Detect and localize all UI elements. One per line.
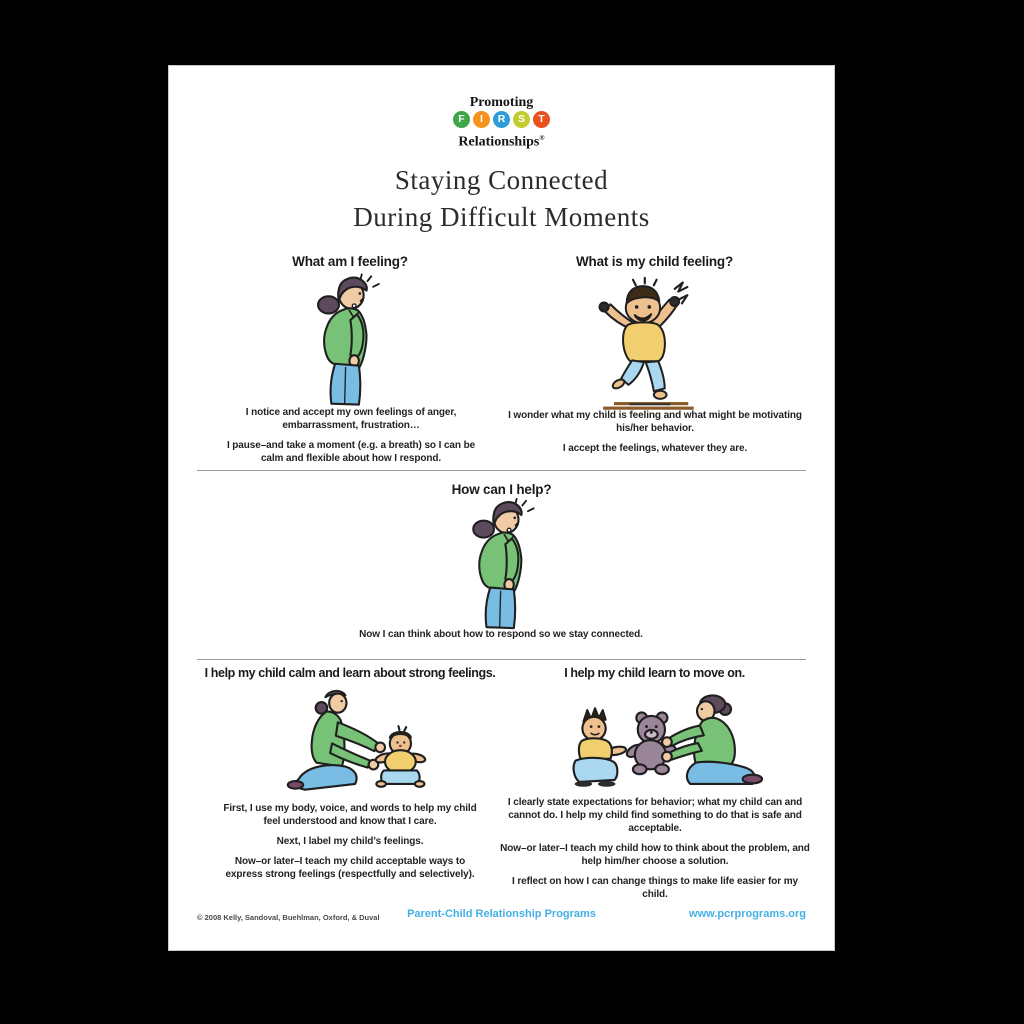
logo-promoting-text: Promoting [469,95,534,110]
program-name-text: Parent-Child Relationship Programs [407,908,596,920]
heading-what-is-my-child-feeling: What is my child feeling? [575,254,734,269]
heading-calm-and-learn: I help my child calm and learn about strong feelings. [204,666,496,680]
body-paragraph: Now–or later–I teach my child how to think about the problem, and help him/her choose a solution. [500,843,810,867]
logo-letter-dot-r: R [493,111,510,128]
body-paragraph: I accept the feelings, whatever they are. [562,443,748,454]
body-paragraph: I wonder what my child is feeling and what might be motivating his/her behavior. [508,410,802,434]
section-divider [197,470,806,471]
child-tantrum-illustration [585,278,710,412]
text-how-can-i-help [351,628,651,648]
body-paragraph: First, I use my body, voice, and words to help my child feel understood and know that I care. [223,803,477,827]
page-title-line1: Staying Connected [394,165,609,195]
logo-relationships-text: Relationships® [458,134,545,150]
logo-first-dots [169,111,834,130]
parent-reflecting-illustration [455,498,550,630]
body-paragraph: I reflect on how I can change things to make life easier for my child. [511,876,798,900]
copyright-text: © 2008 Kelly, Sandoval, Buehlman, Oxford, & Duval [197,913,380,922]
website-link[interactable]: www.pcrprograms.org [689,908,806,920]
parent-reflecting-illustration [300,272,395,408]
heading-what-am-i-feeling: What am I feeling? [292,254,408,269]
logo-letter-dot-t: T [533,111,550,128]
logo-letter-dot-i: I [473,111,490,128]
parent-figure [662,695,762,783]
parent-figure [288,691,385,790]
page-title [169,162,834,236]
page-footer [197,908,806,928]
body-paragraph: Next, I label my child’s feelings. [276,836,424,847]
pfr-logo [169,95,834,150]
text-what-am-i-feeling [225,406,477,472]
body-paragraph: Now I can think about how to respond so we stay connected. [359,629,643,640]
body-paragraph: I pause–and take a moment (e.g. a breath) so I can be calm and flexible about how I respond. [226,440,476,464]
section-divider [197,659,806,660]
heading-learn-to-move-on: I help my child learn to move on. [564,666,745,680]
parent-comforting-baby-illustration [282,686,436,800]
text-what-is-my-child-feeling [505,409,805,462]
text-learn-to-move-on [499,796,811,908]
logo-letter-dot-f: F [453,111,470,128]
heading-how-can-i-help: How can I help? [451,482,552,497]
text-calm-and-learn [215,802,485,888]
body-paragraph: I notice and accept my own feelings of anger, embarrassment, frustration… [245,407,457,431]
parent-offering-teddy-illustration [562,692,766,800]
baby-figure [375,726,426,787]
registered-mark: ® [539,134,545,142]
document-page [169,66,834,950]
logo-letter-dot-s: S [513,111,530,128]
child-figure [574,708,627,787]
body-paragraph: Now–or later–I teach my child acceptable ways to express strong feelings (respectfully and selectively). [225,856,475,880]
body-paragraph: I clearly state expectations for behavior; what my child can and cannot do. I help my child find something to do that is safe and acceptable. [507,797,803,834]
page-title-line2: During Difficult Moments [353,202,650,232]
